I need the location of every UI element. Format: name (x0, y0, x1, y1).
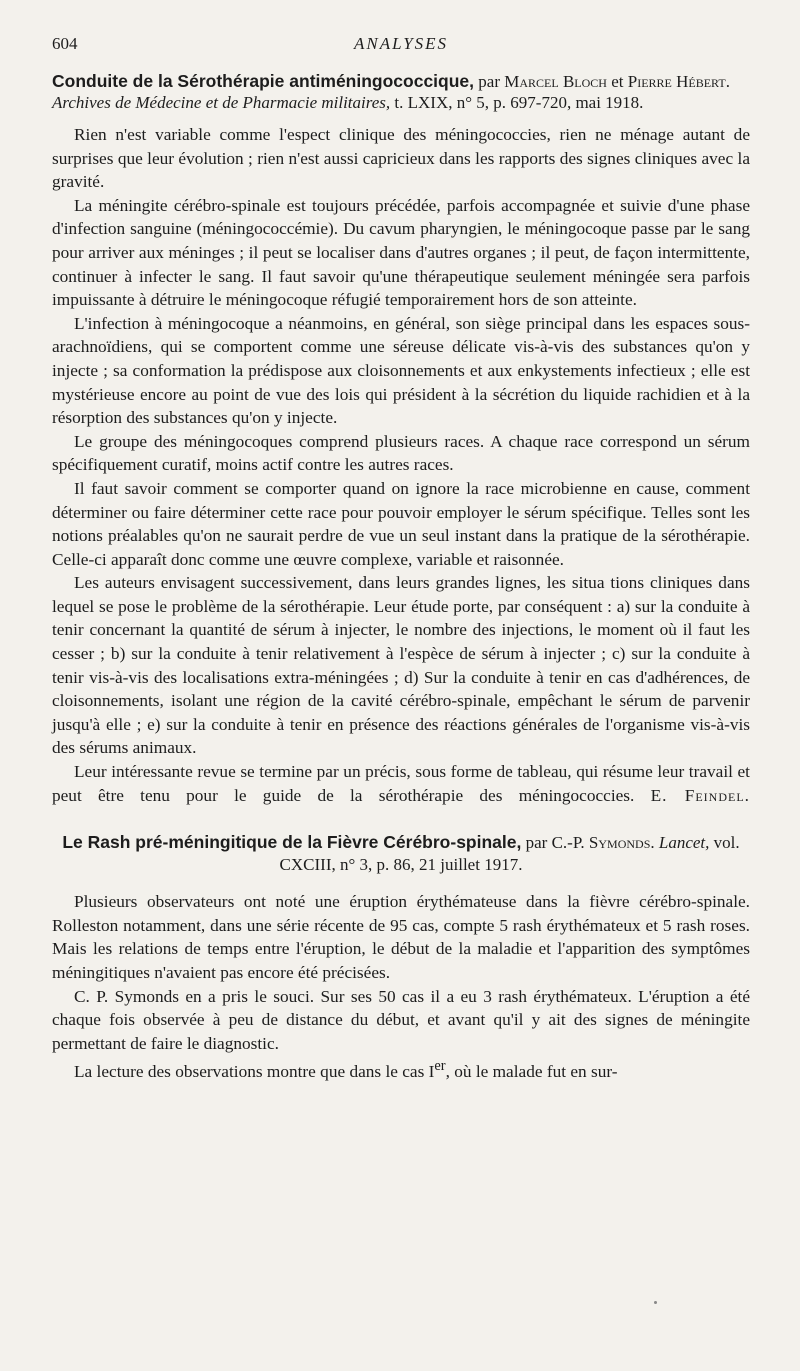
article1-heading (52, 71, 750, 113)
article2-heading (52, 831, 750, 876)
running-title: ANALYSES (353, 34, 449, 53)
article2-reference: vol. CXCIII, n° 3, p. 86, 21 juillet 1917. (279, 833, 740, 875)
article1-paragraph-5: Il faut savoir comment se comporter quand on ignore la race microbienne en cause, comment déterminer ou faire déterminer cette race pour pouvoir employer le sérum spécifique. Telles sont les notions préalables qu'on ne saurait perdre de vue un seul instant dans la pratique de la sérothérapie. Celle-ci apparaît donc comme une œuvre complexe, variable et raisonnée. (52, 478, 750, 569)
article1-and: et (606, 72, 628, 91)
print-speck (654, 1301, 657, 1304)
article2-title: Le Rash pré-méningitique de la Fièvre Cérébro-spinale, (62, 832, 522, 853)
page-number: 604 (52, 34, 78, 53)
article1-journal: Archives de Médecine et de Pharmacie militaires, (52, 93, 391, 112)
article1-paragraph-4: Le groupe des méningocoques comprend plusieurs races. A chaque race correspond un sérum spécifiquement curatif, moins actif contre les autres races. (52, 431, 750, 475)
article1-paragraph-7 (52, 760, 750, 807)
article2-body (52, 890, 750, 1084)
article1-author2: Pierre Hébert (627, 72, 726, 91)
article2-last-line-end: , où le malade fut en sur- (445, 1062, 618, 1082)
article2-journal: Lancet, (658, 833, 710, 853)
article1-paragraph-3: L'infection à méningocoque a néanmoins, en général, son siège principal dans les espaces sous-arachnoïdiens, qui se comportent comme une séreuse délicate vis-à-vis des substances qu'on y injecte ; sa conformation la prédispose aux cloisonnements et aux enkystements infectieux ; elle est mystérieuse encore au point de vue des lois qui président à la sécrétion du liquide rachidien et à la résorption des substances qu'on y injecte. (52, 313, 750, 428)
article1-reference: t. LXIX, n° 5, p. 697-720, mai 1918. (390, 93, 644, 112)
article1-author1: Marcel Bloch (504, 72, 607, 91)
article2-paragraph-2: C. P. Symonds en a pris le souci. Sur ses 50 cas il a eu 3 rash érythémateux. L'éruption a été chaque fois observée à peu de distance du début, et avant qu'il y ait des signes de méningite permettant de faire le diagnostic. (52, 986, 750, 1053)
article1-dot: . (725, 72, 730, 91)
article2-paragraph-1: Plusieurs observateurs ont noté une éruption érythémateuse dans la fièvre cérébro-spinale. Rolleston notamment, dans une série récente de 95 cas, compte 5 rash érythémateux et 5 rash roses. Mais les relations de temps entre l'éruption, le début de la maladie et l'apparition des symptômes méningitiques n'avaient pas encore été précisées. (52, 892, 750, 982)
article2-paragraph-3 (52, 1055, 750, 1083)
article1-paragraph-2: La méningite cérébro-spinale est toujours précédée, parfois accompagnée et suivie d'une phase d'infection sanguine (méningococcémie). Du cavum pharyngien, le méningocoque passe par le sang pour arriver aux méninges ; il peut se localiser dans d'autres organes ; il peut, de façon intermittente, continuer à infecter le sang. Il faut savoir qu'une thérapeutique seulement méningée sera parfois impuissante à détruire le méningocoque réfugié temporairement hors de son atteinte. (52, 195, 750, 310)
article1-paragraph-6: Les auteurs envisagent successivement, dans leurs grandes lignes, les situa tions cliniques dans lequel se pose le problème de la sérothérapie. Leur étude porte, par conséquent : a) sur la conduite à tenir concernant la quantité de sérum à injecter, le nombre des injections, le moment où il faut les cesser ; b) sur la conduite à tenir relativement à l'espèce de sérum à injecter ; c) sur la conduite à tenir vis-à-vis des localisations extra-méningées ; d) Sur la conduite à tenir en cas d'adhérences, de cloisonnements, isolant une région de la cavité cérébro-spinale, empêchant le sérum de parvenir jusqu'à elle ; e) sur la conduite à tenir en présence des réactions générales de l'organisme vis-à-vis des sérums animaux. (52, 573, 750, 758)
article2-dot: . (650, 833, 659, 853)
article2-author: Symonds (588, 833, 651, 853)
article1-title: Conduite de la Sérothérapie antiméningococcique, (52, 71, 475, 91)
article1-paragraph-1: Rien n'est variable comme l'espect clinique des méningococcies, rien ne ménage autant de surprises que leur évolution ; rien n'est aussi capricieux dans les rapports des signes cliniques avec la gravité. (52, 125, 750, 192)
running-head (52, 30, 750, 60)
article2-by: par C.-P. (521, 833, 589, 853)
article1-body (52, 123, 750, 807)
article1-closing-text: Leur intéressante revue se termine par un précis, sous forme de tableau, qui résume leur travail et peut être tenu pour le guide de la sérothérapie des méningococcies. (52, 762, 750, 805)
article2-superscript: er (434, 1058, 446, 1075)
article1-signature: E. Feindel. (650, 785, 750, 805)
article2-last-line-start: La lecture des observations montre que dans le cas I (74, 1062, 435, 1082)
article1-by: par (474, 72, 505, 91)
